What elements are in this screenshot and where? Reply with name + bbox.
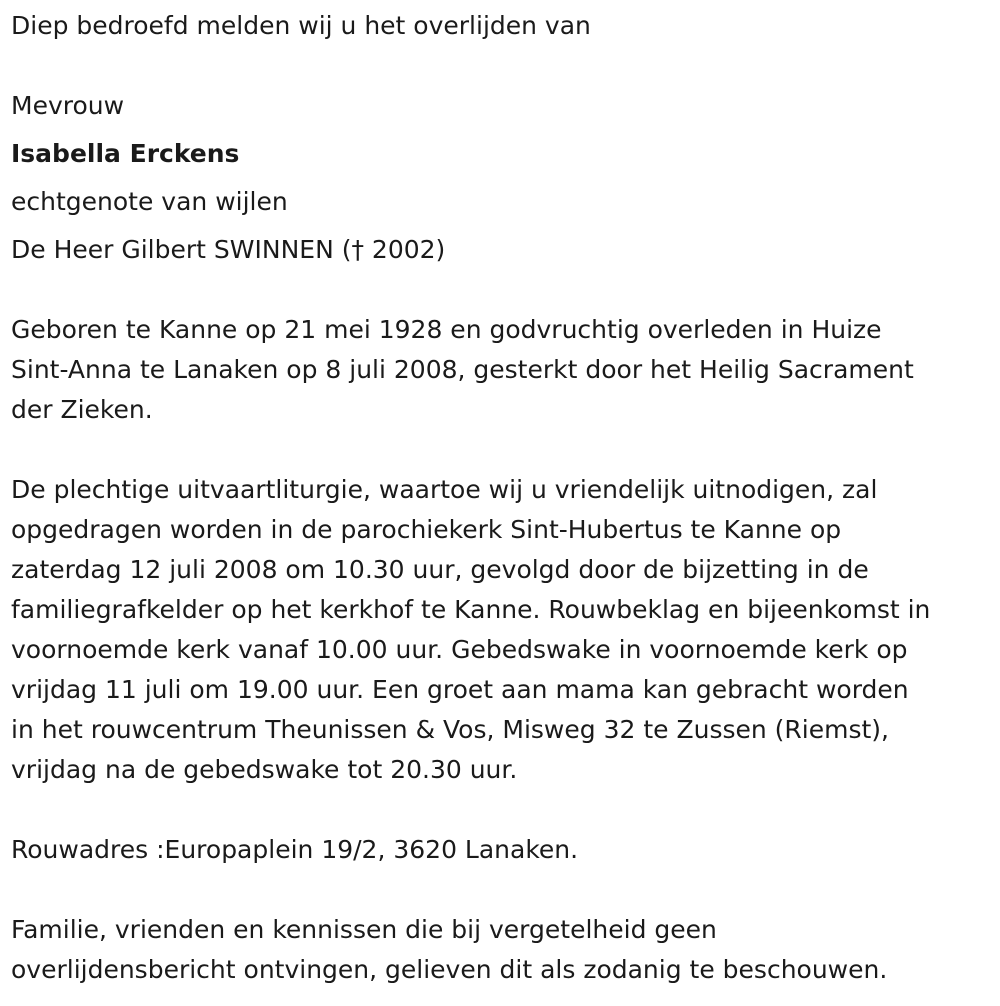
paragraph-line: zaterdag 12 juli 2008 om 10.30 uur, gevolgd door de bijzetting in de xyxy=(11,555,869,584)
family-paragraph xyxy=(11,910,1000,990)
paragraph-line: der Zieken. xyxy=(11,395,153,424)
paragraph-line: Geboren te Kanne op 21 mei 1928 en godvruchtig overleden in Huize xyxy=(11,315,882,344)
mourning-address xyxy=(11,830,1000,870)
paragraph-line: vrijdag 11 juli om 19.00 uur. Een groet aan mama kan gebracht worden xyxy=(11,675,909,704)
address-line: Rouwadres :Europaplein 19/2, 3620 Lanaken. xyxy=(11,835,579,864)
paragraph-line: in het rouwcentrum Theunissen & Vos, Misweg 32 te Zussen (Riemst), xyxy=(11,715,889,744)
paragraph-line: overlijdensbericht ontvingen, gelieven dit als zodanig te beschouwen. xyxy=(11,955,888,984)
intro-text: Diep bedroefd melden wij u het overlijden van xyxy=(11,11,591,40)
birth-paragraph xyxy=(11,310,1000,430)
paragraph-line: vrijdag na de gebedswake tot 20.30 uur. xyxy=(11,755,518,784)
deceased-name: Isabella Erckens xyxy=(11,139,240,168)
deceased-title: Mevrouw xyxy=(11,91,125,120)
paragraph-line: De plechtige uitvaartliturgie, waartoe wij u vriendelijk uitnodigen, zal xyxy=(11,475,878,504)
spouse-name: De Heer Gilbert SWINNEN († 2002) xyxy=(11,235,446,264)
paragraph-line: familiegrafkelder op het kerkhof te Kanne. Rouwbeklag en bijeenkomst in xyxy=(11,595,931,624)
paragraph-line: Familie, vrienden en kennissen die bij vergetelheid geen xyxy=(11,915,717,944)
paragraph-line: voornoemde kerk vanaf 10.00 uur. Gebedswake in voornoemde kerk op xyxy=(11,635,908,664)
funeral-paragraph xyxy=(11,470,1000,790)
paragraph-line: Sint-Anna te Lanaken op 8 juli 2008, gesterkt door het Heilig Sacrament xyxy=(11,355,914,384)
paragraph-line: opgedragen worden in de parochiekerk Sint-Hubertus te Kanne op xyxy=(11,515,842,544)
spouse-relation: echtgenote van wijlen xyxy=(11,187,288,216)
